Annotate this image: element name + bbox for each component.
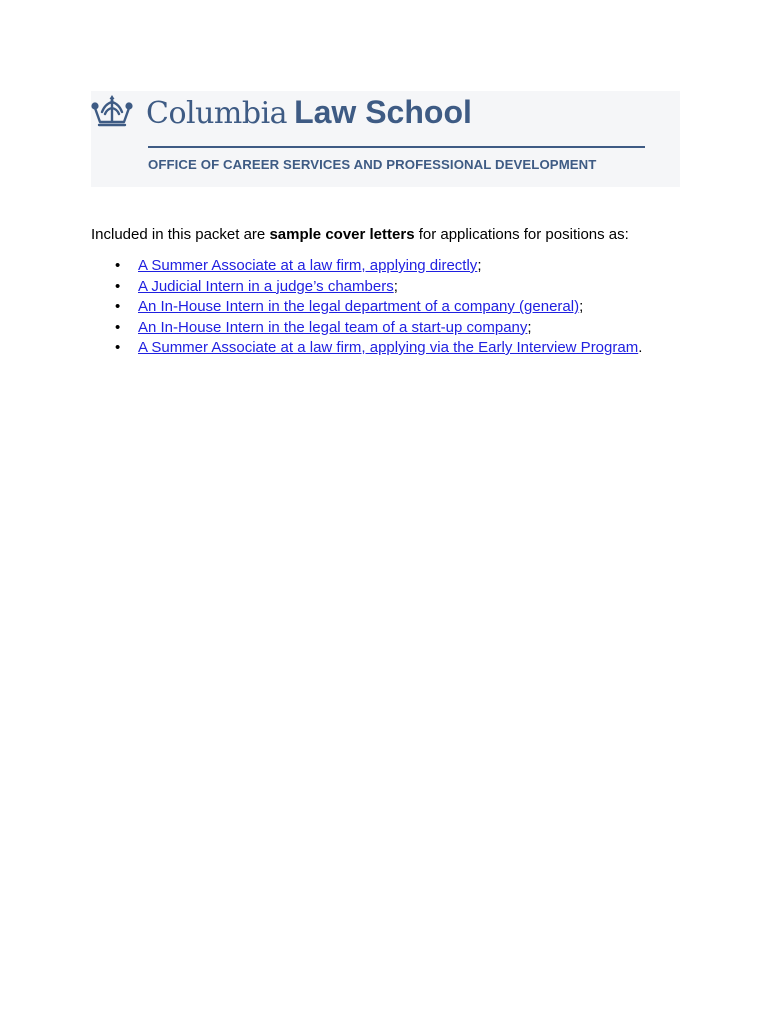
list-item bbox=[91, 256, 642, 277]
bullet-icon: • bbox=[115, 318, 121, 336]
list-item-punctuation: ; bbox=[527, 318, 532, 336]
office-title: OFFICE OF CAREER SERVICES AND PROFESSIONAL DEVELOPMENT bbox=[148, 157, 597, 172]
school-name bbox=[146, 96, 472, 129]
school-name-serif: Columbia bbox=[146, 96, 288, 131]
letter-link-summer-associate-eip[interactable]: A Summer Associate at a law firm, applying via the Early Interview Program bbox=[138, 339, 639, 356]
bullet-icon: • bbox=[115, 298, 121, 315]
list-item-punctuation: ; bbox=[393, 277, 398, 295]
bullet-icon: • bbox=[115, 339, 121, 356]
letter-link-judicial-intern[interactable]: A Judicial Intern in a judge’s chambers bbox=[138, 277, 394, 295]
list-item-punctuation: . bbox=[638, 339, 643, 356]
school-name-sans: Law School bbox=[294, 94, 472, 130]
list-item bbox=[91, 277, 642, 298]
bullet-icon: • bbox=[115, 277, 121, 295]
crown-icon bbox=[91, 94, 133, 132]
bullet-icon: • bbox=[115, 257, 121, 274]
letter-link-summer-associate-direct[interactable]: A Summer Associate at a law firm, applying directly bbox=[138, 257, 478, 274]
cover-letter-list bbox=[91, 256, 642, 359]
intro-suffix: for applications for positions as: bbox=[414, 226, 629, 243]
header-banner bbox=[91, 91, 680, 187]
list-item bbox=[91, 338, 642, 359]
list-item-punctuation: ; bbox=[477, 257, 482, 274]
intro-paragraph bbox=[91, 226, 629, 243]
intro-prefix: Included in this packet are bbox=[91, 226, 270, 243]
letter-link-in-house-startup[interactable]: An In-House Intern in the legal team of a start-up company bbox=[138, 318, 528, 336]
list-item bbox=[91, 297, 642, 318]
intro-bold: sample cover letters bbox=[269, 226, 415, 243]
list-item bbox=[91, 318, 642, 339]
list-item-punctuation: ; bbox=[579, 298, 584, 315]
letter-link-in-house-general[interactable]: An In-House Intern in the legal department of a company (general) bbox=[138, 298, 580, 315]
header-divider bbox=[148, 146, 645, 148]
